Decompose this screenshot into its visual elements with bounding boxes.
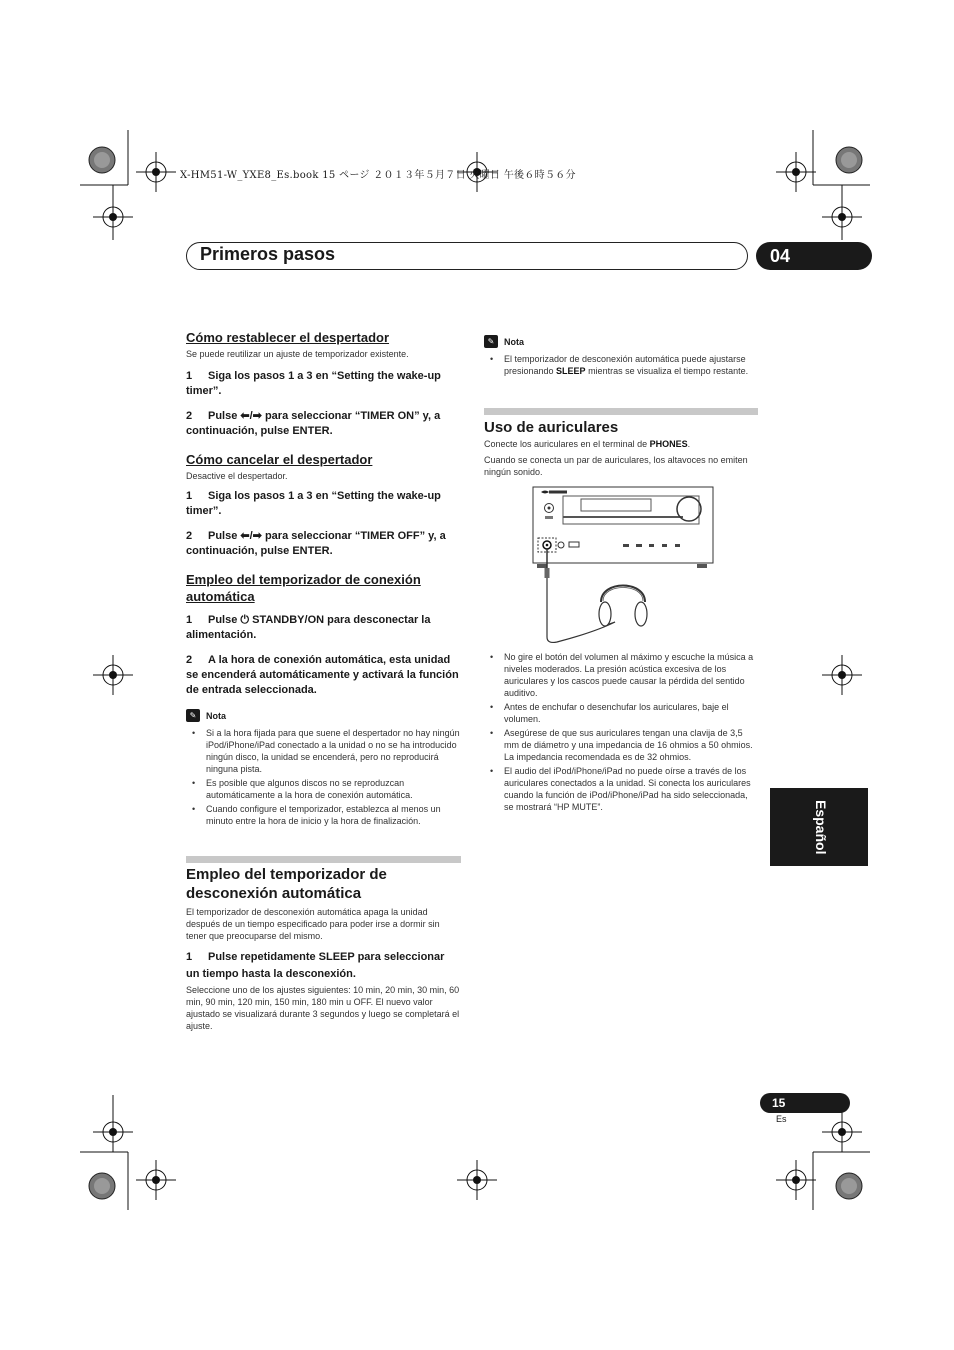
step-number: 1 [186, 951, 193, 963]
phones-bullets [484, 651, 758, 815]
phones-intro-pre: Conecte los auriculares en el terminal de [484, 439, 650, 449]
step-number: 1 [186, 490, 193, 502]
sleep-intro: El temporizador de desconexión automática apaga la unidad después de un tiempo especificado para poder irse a dormir sin tener que preocuparse del mismo. [186, 907, 440, 941]
auto-on-notes [186, 727, 460, 827]
note-pencil-icon: ✎ [186, 709, 200, 722]
cancel-step-2 [186, 529, 460, 559]
cancel-heading: Cómo cancelar el despertador [186, 452, 373, 467]
phones-section-bar [484, 408, 758, 415]
headphones-illustration [505, 482, 715, 647]
note-title: Nota [504, 336, 524, 347]
step-number: 1 [186, 614, 193, 626]
reset-heading: Cómo restablecer el despertador [186, 330, 390, 345]
list-item: • Antes de enchufar o desenchufar los auriculares, baje el volumen. [484, 701, 758, 725]
note-header [484, 335, 756, 348]
sleep-section [186, 865, 460, 1032]
auto-on-heading: Empleo del temporizador de conexión automática [186, 572, 421, 604]
step-text: Siga los pasos 1 a 3 en “Setting the wake-up timer”. [186, 490, 441, 517]
step-number: 2 [186, 530, 193, 542]
language-tab [770, 788, 868, 866]
list-item: • Cuando configure el temporizador, establezca al menos un minuto entre la hora de inicio y la hora de finalización. [186, 803, 460, 827]
auto-on-step-2 [186, 653, 460, 698]
list-item: • Si a la hora fijada para que suene el despertador no hay ningún iPod/iPhone/iPad conectado a la unidad o no se ha introducido ningún disco, la unidad se encenderá, pero no reproducirá ninguna pista. [186, 727, 460, 775]
step-number: 2 [186, 410, 193, 422]
reset-step-2 [186, 409, 460, 439]
sleep-heading: Empleo del temporizador de desconexión automática [186, 866, 387, 902]
reset-step-1 [186, 369, 460, 399]
sleep-section-bar [186, 856, 461, 863]
left-column [186, 330, 460, 829]
sleep-detail: Seleccione uno de los ajustes siguientes: 10 min, 20 min, 30 min, 60 min, 90 min, 120 min, 150 min, 180 min u OFF. El nuevo valor ajustado se visualizará durante 3 segundos y luego se completará el ajuste. [186, 985, 460, 1031]
step-number: 1 [186, 370, 193, 382]
phones-intro-bold: PHONES [649, 439, 688, 449]
note-text-pre: El temporizador de desconexión automática puede ajustarse presionando [504, 354, 746, 376]
phones-heading: Uso de auriculares [484, 419, 619, 436]
auto-on-note-header [186, 709, 460, 722]
phones-intro [484, 438, 756, 450]
note-pencil-icon: ✎ [484, 335, 498, 348]
step-text: Siga los pasos 1 a 3 en “Setting the wake-up timer”. [186, 370, 441, 397]
step-text: Pulse ⏻ STANDBY/ON para desconectar la alimentación. [186, 614, 431, 641]
note-text-post: mientras se visualiza el tiempo restante. [585, 366, 749, 376]
phones-section [484, 418, 756, 478]
cancel-step-1 [186, 489, 460, 519]
print-header: X-HM51-W_YXE8_Es.book 15 ページ ２０１３年５月７日 火曜日 午後６時５６分 [180, 170, 576, 181]
language-tab-label: Español [813, 799, 829, 855]
list-item: • No gire el botón del volumen al máximo y escuche la música a niveles moderados. La presión acústica excesiva de los auriculares y los cascos puede causar la pérdida del sentido auditivo. [484, 651, 758, 699]
auto-on-step-1 [186, 613, 460, 643]
step-number: 2 [186, 654, 193, 666]
note-title: Nota [206, 710, 226, 721]
list-item: • Es posible que algunos discos no se reproduzcan automáticamente a la hora de conexión automática. [186, 777, 460, 801]
phones-intro-2: Cuando se conecta un par de auriculares, los altavoces no emiten ningún sonido. [484, 455, 748, 477]
page-language-code: Es [776, 1114, 787, 1124]
chapter-title: Primeros pasos [200, 244, 336, 264]
right-note [484, 335, 756, 379]
list-item: • Asegúrese de que sus auriculares tengan una clavija de 3,5 mm de diámetro y una impedancia de 16 ohmios a 50 ohmios. La impedancia recomendada es de 32 ohmios. [484, 727, 758, 763]
sleep-step-1 [186, 949, 460, 983]
chapter-number: 04 [756, 242, 872, 270]
page-number: 15 [760, 1093, 850, 1113]
step-text: Pulse ⬅/➡ para seleccionar “TIMER ON” y, a continuación, pulse ENTER. [186, 410, 441, 437]
phones-intro-post: . [687, 439, 691, 449]
sleep-note-list [484, 353, 756, 377]
cancel-intro: Desactive el despertador. [186, 471, 288, 481]
reset-intro: Se puede reutilizar un ajuste de temporizador existente. [186, 349, 409, 359]
step-text: A la hora de conexión automática, esta unidad se encenderá automáticamente y activará la función de entrada seleccionada. [186, 654, 459, 696]
list-item [484, 353, 756, 377]
pioneer-logo [541, 491, 567, 494]
step-text: Pulse repetidamente SLEEP para seleccionar un tiempo hasta la desconexión. [186, 951, 445, 980]
step-text: Pulse ⬅/➡ para seleccionar “TIMER OFF” y, a continuación, pulse ENTER. [186, 530, 446, 557]
list-item: • El audio del iPod/iPhone/iPad no puede oírse a través de los auriculares conectados a la unidad. Si conecta los auriculares cuando la función de iPod/iPhone/iPad ha sido seleccionada, se mostrará “HP MUTE”. [484, 765, 758, 813]
note-text-bold: SLEEP [556, 366, 586, 376]
